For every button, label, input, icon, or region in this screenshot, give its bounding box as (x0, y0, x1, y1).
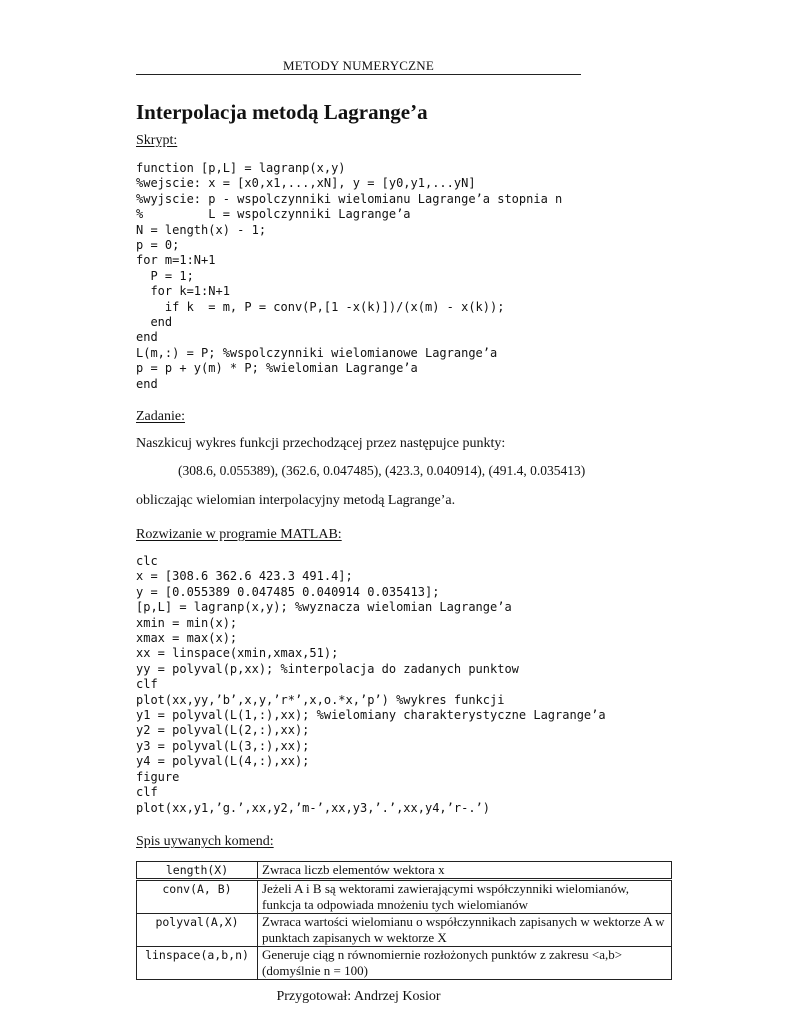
task-outro-text: obliczając wielomian interpolacyjny metodą Lagrange’a. (136, 493, 456, 508)
table-row (137, 914, 672, 947)
document-title: Interpolacja metodą Lagrange’a (136, 100, 428, 124)
command-name: polyval(A,X) (137, 914, 258, 947)
command-name: conv(A, B) (137, 880, 258, 914)
script-section-label: Skrypt: (136, 133, 178, 148)
command-description: Generuje ciąg n równomiernie rozłożonych punktów z zakresu <a,b> (domyślnie n = 100) (258, 947, 672, 980)
command-name: length(X) (137, 862, 258, 880)
commands-section-label: Spis uywanych komend: (136, 834, 274, 849)
command-description: Zwraca wartości wielomianu o współczynnikach zapisanych w wektorze A w punktach zapisanych w wektorze X (258, 914, 672, 947)
task-points: (308.6, 0.055389), (362.6, 0.047485), (423.3, 0.040914), (491.4, 0.035413) (178, 463, 586, 478)
header-rule (136, 74, 581, 75)
script-code-block: function [p,L] = lagranp(x,y) %wejscie: x = [x0,x1,...,xN], y = [y0,y1,...yN] %wyjscie: p - wspolczynniki wielomianu Lagrange’a stopnia n % L = wspolczynniki Lagrange’a N = length(x) - 1; p = 0; for m=1:N+1 P = 1; for k=1:N+1 if k = m, P = conv(P,[1 -x(k)])/(x(m) - x(k)); end end L(m,:) = P; %wspolczynniki wielomianowe Lagrange’a p = p + y(m) * P; %wielomian Lagrange’a end (136, 161, 563, 391)
commands-table (136, 861, 672, 980)
command-name: linspace(a,b,n) (137, 947, 258, 980)
footer-author: Przygotował: Andrzej Kosior (276, 989, 441, 1004)
command-description: Jeżeli A i B są wektorami zawierającymi współczynniki wielomianów, funkcja ta odpowiada mnożeniu tych wielomianów (258, 880, 672, 914)
table-row (137, 862, 672, 880)
solution-section-label: Rozwizanie w programie MATLAB: (136, 527, 342, 542)
running-header: METODY NUMERYCZNE (282, 58, 435, 73)
table-row (137, 947, 672, 980)
table-row (137, 880, 672, 914)
command-description: Zwraca liczb elementów wektora x (258, 862, 672, 880)
task-intro-text: Naszkicuj wykres funkcji przechodzącej przez następujce punkty: (136, 436, 506, 451)
task-section-label: Zadanie: (136, 409, 185, 424)
solution-code-block: clc x = [308.6 362.6 423.3 491.4]; y = [0.055389 0.047485 0.040914 0.035413]; [p,L] = lagranp(x,y); %wyznacza wielomian Lagrange’a xmin = min(x); xmax = max(x); xx = linspace(xmin,xmax,51); yy = polyval(p,xx); %interpolacja do zadanych punktow clf plot(xx,yy,’b’,x,y,’r*’,x,o.*x,’p’) %wykres funkcji y1 = polyval(L(1,:),xx); %wielomiany charakterystyczne Lagrange’a y2 = polyval(L(2,:),xx); y3 = polyval(L(3,:),xx); y4 = polyval(L(4,:),xx); figure clf plot(xx,y1,’g.’,xx,y2,’m-’,xx,y3,’.’,xx,y4,’r-.’) (136, 554, 606, 815)
